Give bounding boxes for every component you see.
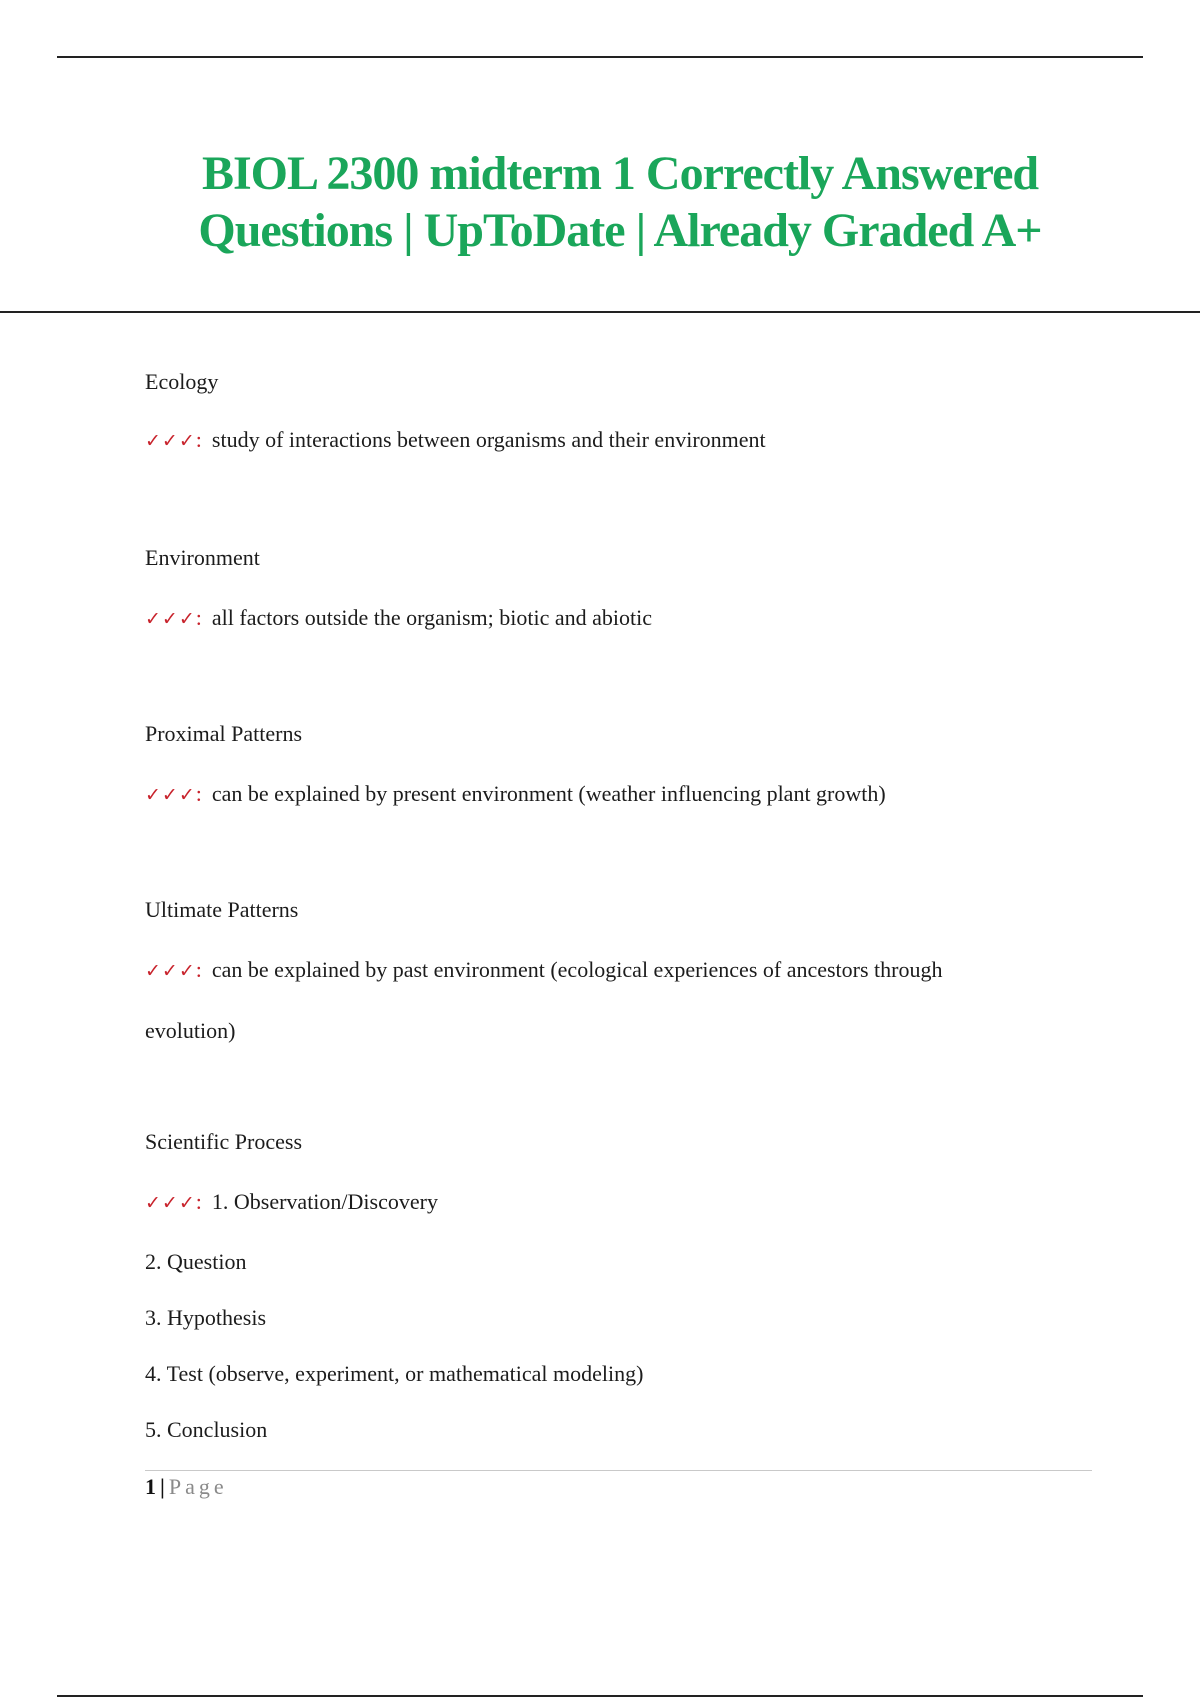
answer-colon: : [195, 605, 202, 630]
definition-text: can be explained by past environment (ecological experiences of ancestors through [211, 957, 943, 982]
process-step: 3. Hypothesis [145, 1305, 266, 1330]
answer-ecology [145, 427, 766, 454]
term-ecology: Ecology [145, 369, 219, 394]
bottom-rule [57, 1695, 1143, 1697]
page-number: 1 [145, 1474, 156, 1499]
title-line-2: Questions | UpToDate | Already Graded A+ [198, 204, 1042, 257]
answer-scientific-process [145, 1189, 438, 1216]
term-scientific-process: Scientific Process [145, 1129, 303, 1154]
definition-text: 1. Observation/Discovery [211, 1189, 438, 1214]
definition-text: can be explained by present environment (weather influencing plant growth) [211, 781, 886, 806]
process-step: 4. Test (observe, experiment, or mathematical modeling) [145, 1361, 644, 1386]
definition-text: all factors outside the organism; biotic and abiotic [211, 605, 652, 630]
answer-colon: : [195, 1189, 202, 1214]
answer-ultimate-patterns [145, 957, 943, 984]
process-step: 5. Conclusion [145, 1417, 268, 1442]
checkmark-icon: ✓✓✓ [145, 784, 196, 806]
answer-ultimate-patterns-cont: evolution) [145, 1018, 236, 1043]
answer-colon: : [195, 427, 202, 452]
answer-colon: : [195, 781, 202, 806]
checkmark-icon: ✓✓✓ [145, 430, 196, 452]
page-separator: | [160, 1474, 165, 1499]
term-proximal-patterns: Proximal Patterns [145, 721, 303, 746]
footer-rule [145, 1470, 1092, 1471]
title-line-1: BIOL 2300 midterm 1 Correctly Answered [201, 147, 1039, 200]
answer-proximal-patterns [145, 781, 886, 808]
checkmark-icon: ✓✓✓ [145, 1192, 196, 1214]
answer-colon: : [195, 957, 202, 982]
answer-environment [145, 605, 652, 632]
page-footer [145, 1474, 228, 1500]
term-ultimate-patterns: Ultimate Patterns [145, 897, 299, 922]
top-rule [57, 56, 1143, 58]
document-title [0, 145, 1200, 259]
term-environment: Environment [145, 545, 260, 570]
checkmark-icon: ✓✓✓ [145, 608, 196, 630]
page-word: Page [168, 1474, 228, 1499]
process-step: 2. Question [145, 1249, 247, 1274]
header-rule [0, 311, 1200, 313]
checkmark-icon: ✓✓✓ [145, 960, 196, 982]
definition-text: study of interactions between organisms and their environment [211, 427, 766, 452]
